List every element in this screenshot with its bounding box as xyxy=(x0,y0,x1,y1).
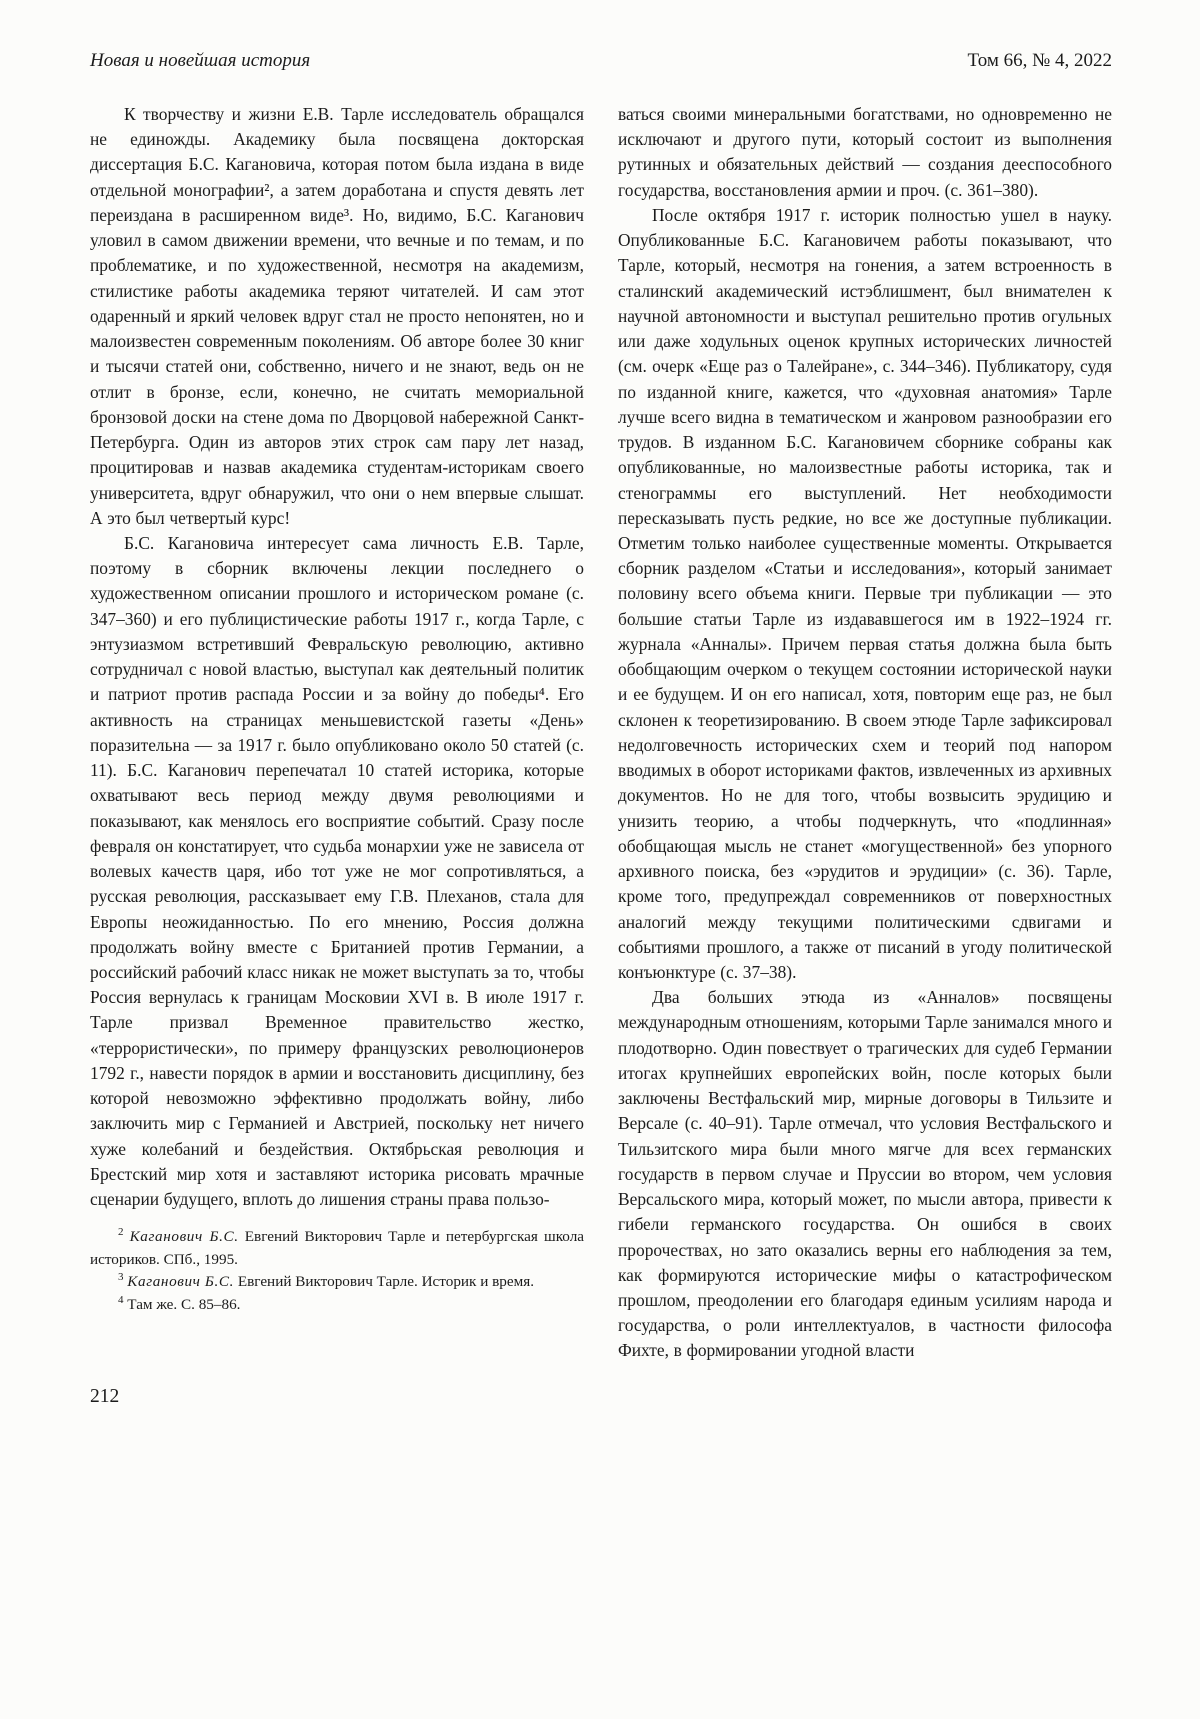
footnote-marker: 3 xyxy=(118,1271,124,1284)
footnote-text: Евгений Викторович Тарле. Историк и время. xyxy=(237,1273,535,1291)
footnote-text: Там же. С. 85–86. xyxy=(127,1295,241,1313)
left-column xyxy=(90,102,584,1316)
page-header xyxy=(90,50,1112,72)
footnote-4 xyxy=(90,1294,584,1317)
issue-info: Том 66, № 4, 2022 xyxy=(967,50,1112,71)
footnote-2 xyxy=(90,1226,584,1271)
footnote-3 xyxy=(90,1271,584,1294)
text-columns xyxy=(90,102,1112,1364)
page-number: 212 xyxy=(90,1385,120,1407)
paragraph-right-3: Два больших этюда из «Анналов» посвящены международным отношениям, которыми Тарле занимался много и плодотворно. Один повествует о трагических для судеб Германии итогах крупнейших европейских войн, после которых были заключены Вестфальский мир, мирные договоры в Тильзите и Версале (с. 40–91). Тарле отмечал, что условия Вестфальского и Тильзитского мира были много мягче для всех германских государств в первом случае и Пруссии во втором, чем условия Версальского мира, который может, по мысли автора, привести к гибели германского государства. Он ошибся в своих пророчествах, но зато оказались верны его наблюдения за тем, как формируются исторические мифы о катастрофическом прошлом, преодолении его благодаря единым усилиям народа и государства, о роли интеллектуалов, в частности философа Фихте, в формировании угодной власти xyxy=(618,987,1112,1361)
journal-title: Новая и новейшая история xyxy=(90,50,311,71)
paragraph-left-2: Б.С. Кагановича интересует сама личность Е.В. Тарле, поэтому в сборник включены лекции последнего о художественном описании прошлого и историческом романе (с. 347–360) и его публицистические работы 1917 г., когда Тарле, с энтузиазмом встретивший Февральскую революцию, активно сотрудничал с новой властью, выступал как деятельный политик и патриот против распада России и за войну до победы⁴. Его активность на страницах меньшевистской газеты «День» поразительна — за 1917 г. было опубликовано около 50 статей (с. 11). Б.С. Каганович перепечатал 10 статей историка, которые охватывают весь период между двумя революциями и показывают, как менялось его восприятие событий. Сразу после февраля он констатирует, что судьба монархии уже не зависела от волевых качеств царя, ибо тот уже не мог сопротивляться, а русская революция, рассказывает ему Г.В. Плеханов, стала для Европы неожиданностью. По его мнению, Россия должна продолжать войну вместе с Британией против Германии, а российский рабочий класс никак не может выступать за то, чтобы Россия вернулась к границам Московии XVI в. В июле 1917 г. Тарле призвал Временное правительство жестко, «террористически», по примеру французских революционеров 1792 г., навести порядок в армии и восстановить дисциплину, без которой невозможно эффективно продолжать войну, либо заключить мир с Германией и Австрией, поскольку нет ничего хуже колебаний и бездействия. Октябрьская революция и Брестский мир хотя и заставляют историка рисовать мрачные сценарии будущего, вплоть до лишения страны права пользо- xyxy=(90,532,584,1210)
paragraph-left-1: К творчеству и жизни Е.В. Тарле исследователь обращался не единожды. Академику была посвящена докторская диссертация Б.С. Кагановича, которая потом была издана в виде отдельной монографии², а затем доработана и спустя девять лет переиздана в расширенном виде³. Но, видимо, Б.С. Каганович уловил в самом движении времени, что вечные и по темам, и по проблематике, и по художественной, несмотря на академизм, стилистике работы академика теряют читателей. И сам этот одаренный и яркий человек вдруг стал не просто непонятен, но и малоизвестен современным поколениям. Об авторе более 30 книг и тысячи статей они, собственно, ничего и не знают, ведь он не отлит в бронзе, если, конечно, не считать мемориальной бронзовой доски на стене дома по Дворцовой набережной Санкт-Петербурга. Один из авторов этих строк сам пару лет назад, процитировав и назвав академика студентам-историкам своего университета, вдруг обнаружил, что они о нем впервые слышат. А это был четвертый курс! xyxy=(90,104,584,528)
footnote-author: Каганович Б.С. xyxy=(127,1273,235,1291)
footnote-marker: 2 xyxy=(118,1226,124,1239)
paragraph-right-2: После октября 1917 г. историк полностью ушел в науку. Опубликованные Б.С. Кагановичем работы показывают, что Тарле, который, несмотря на гонения, а затем встроенность в сталинский академический истэблишмент, был внимателен к научной автономности и выступал решительно против огульных или даже ходульных оценок крупных исторических личностей (см. очерк «Еще раз о Талейране», с. 344–346). Публикатору, судя по изданной книге, кажется, что «духовная анатомия» Тарле лучше всего видна в тематическом и жанровом разнообразии его трудов. В изданном Б.С. Кагановичем сборнике собраны как опубликованные, но малоизвестные работы историка, так и стенограммы его выступлений. Нет необходимости пересказывать пусть редкие, но все же доступные публикации. Отметим только наиболее существенные моменты. Открывается сборник разделом «Статьи и исследования», который занимает половину всего объема книги. Первые три публикации — это большие статьи Тарле из издававшегося им в 1922–1924 гг. журнала «Анналы». Причем первая статья должна была быть обобщающим очерком о текущем состоянии исторической науки и ее будущем. И он его написал, хотя, повторим еще раз, не был склонен к теоретизированию. В своем этюде Тарле зафиксировал недолговечность исторических схем и теорий под напором вводимых в оборот историками фактов, извлеченных из архивных документов. Но не для того, чтобы возвысить эрудицию и унизить теорию, а чтобы подчеркнуть, что «подлинная» обобщающая мысль не станет «могущественной» без упорного архивного поиска, без «эрудитов и эрудиции» (с. 36). Тарле, кроме того, предупреждал современников от поверхностных аналогий между текущими политическими сдвигами и событиями прошлого, а также от писаний в угоду политической конъюнктуре (с. 37–38). xyxy=(618,204,1112,982)
footnote-text: Евгений Викторович Тарле и петербургская школа историков. СПб., 1995. xyxy=(90,1228,585,1268)
footnotes-block xyxy=(90,1226,584,1316)
paragraph-right-1: ваться своими минеральными богатствами, но одновременно не исключают и другого пути, который состоит из выполнения рутинных и обязательных действий — создания дееспособного государства, восстановления армии и проч. (с. 361–380). xyxy=(618,104,1112,200)
footnote-marker: 4 xyxy=(118,1293,124,1306)
right-column xyxy=(618,102,1112,1364)
footnote-author: Каганович Б.С. xyxy=(129,1228,239,1246)
